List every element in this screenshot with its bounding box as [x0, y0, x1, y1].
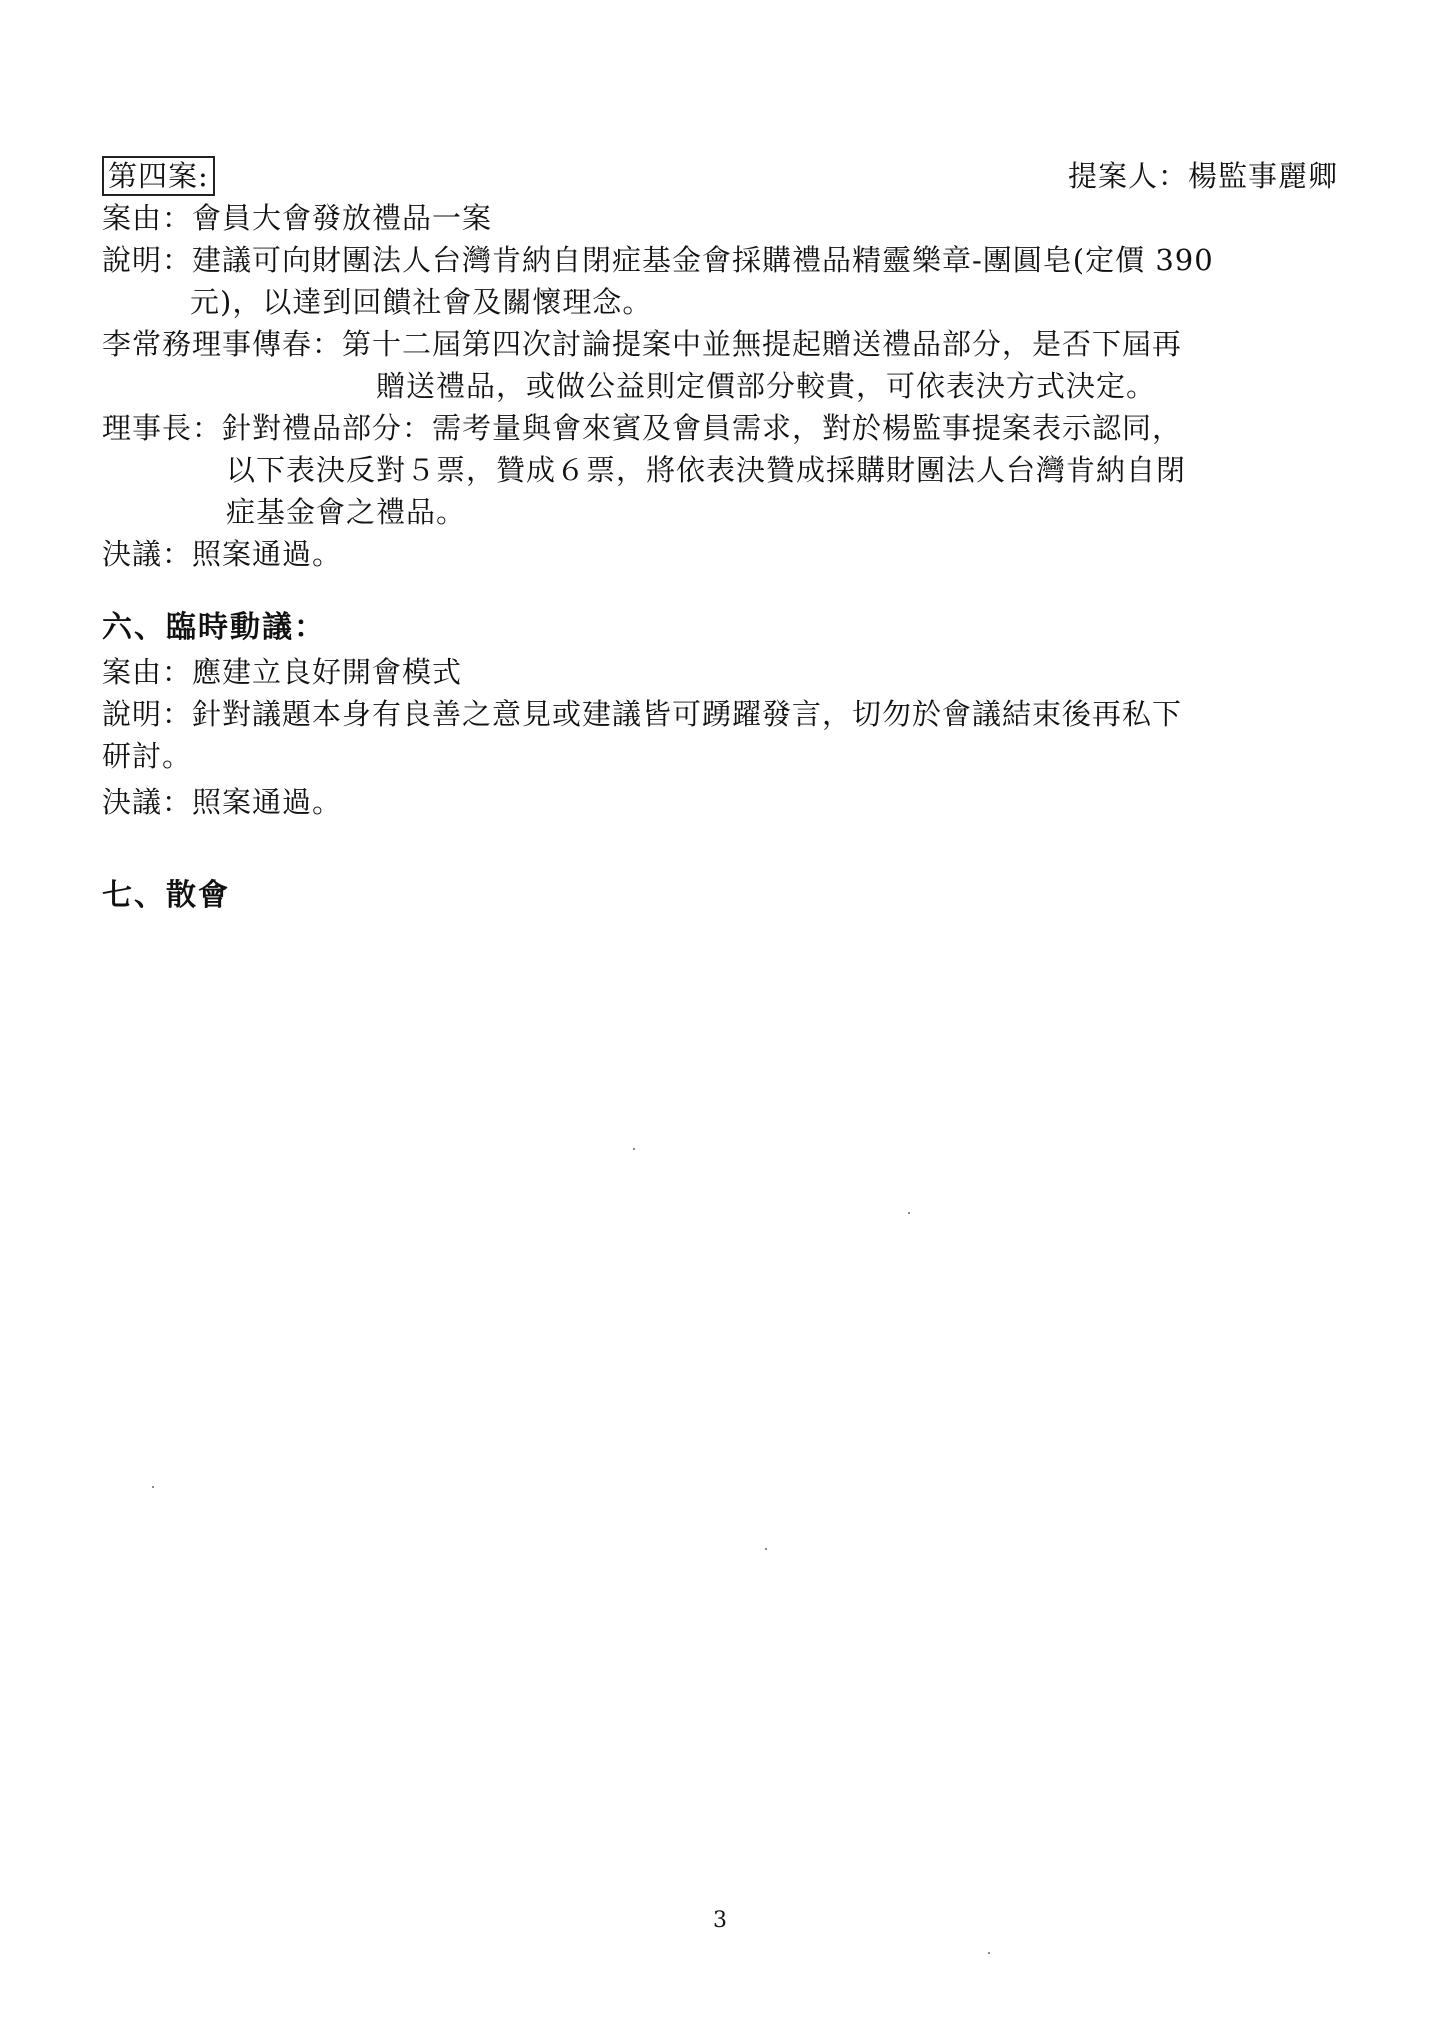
- case4-resolution: 決議：照案通過。: [102, 537, 343, 571]
- case4-label-line: [102, 156, 215, 196]
- case4-label: 第四案:: [102, 156, 215, 196]
- page-number: 3: [713, 1908, 727, 1933]
- section7-heading: 七、散會: [102, 878, 230, 913]
- scan-speck: [988, 1952, 990, 1954]
- chairman-line-3: 症基金會之禮品。: [226, 495, 467, 529]
- chairman-line-2: 以下表決反對５票，贊成６票，將依表決贊成採購財團法人台灣肯納自閉: [226, 453, 1187, 487]
- scan-speck: [152, 1486, 154, 1488]
- case4-proposer: 提案人：楊監事麗卿: [1067, 159, 1338, 193]
- case4-explain-line-2: 元)，以達到回饋社會及關懷理念。: [190, 285, 653, 319]
- scan-speck: [908, 1212, 910, 1214]
- section6-explain-line-2: 研討。: [102, 739, 193, 773]
- director-li-line-2: 贈送禮品，或做公益則定價部分較貴，可依表決方式決定。: [376, 369, 1157, 403]
- section6-reason: 案由：應建立良好開會模式: [102, 655, 463, 689]
- section6-explain-line-1: 說明：針對議題本身有良善之意見或建議皆可踴躍發言，切勿於會議結束後再私下: [102, 697, 1183, 731]
- section6-resolution: 決議：照案通過。: [102, 785, 343, 819]
- case4-reason: 案由：會員大會發放禮品一案: [102, 201, 493, 235]
- section6-heading: 六、臨時動議：: [102, 610, 326, 645]
- director-li-line-1: 李常務理事傳春：第十二屆第四次討論提案中並無提起贈送禮品部分，是否下屆再: [102, 327, 1183, 361]
- chairman-line-1: 理事長：針對禮品部分：需考量與會來賓及會員需求，對於楊監事提案表示認同，: [102, 411, 1183, 445]
- scan-speck: [633, 1148, 635, 1150]
- scan-speck: [765, 1548, 767, 1550]
- case4-explain-line-1: 說明：建議可向財團法人台灣肯納自閉症基金會採購禮品精靈樂章-團圓皂(定價 390: [102, 243, 1214, 277]
